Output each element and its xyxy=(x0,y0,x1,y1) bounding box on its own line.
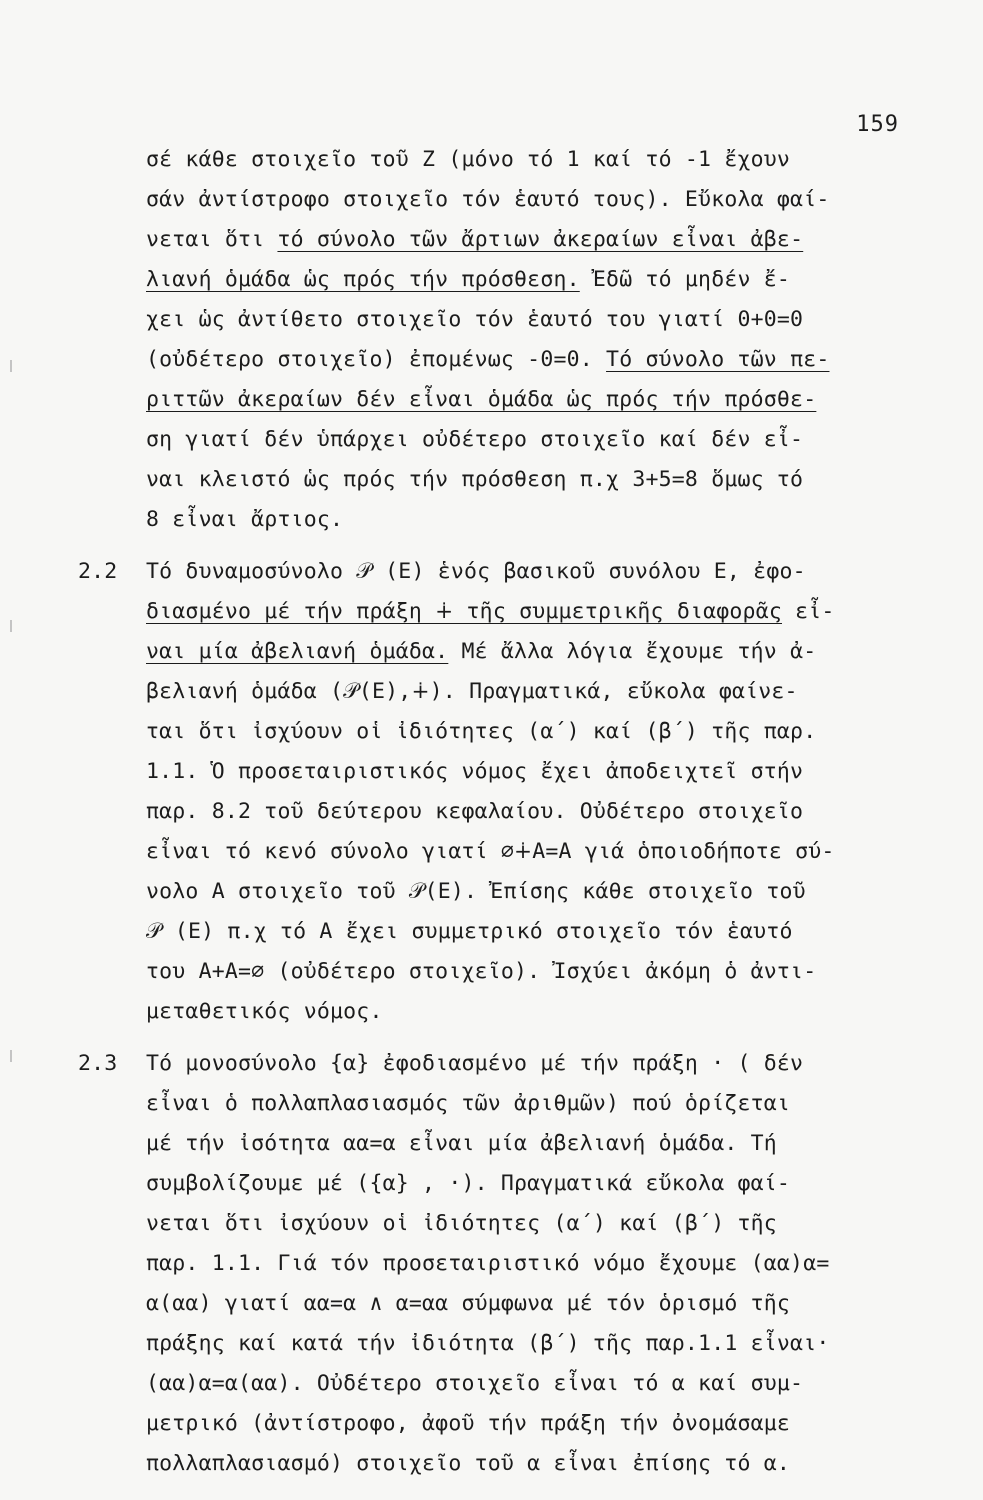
underlined-phrase: ναι μία ἀβελιανή ὁμάδα. xyxy=(146,639,449,664)
text-line: πολλαπλασιασμό) στοιχεῖο τοῦ α εἶναι ἐπίσης τό α. xyxy=(146,1451,791,1476)
text-line: 1.1. Ὁ προσεταιριστικός νόμος ἔχει ἀποδειχτεῖ στήν xyxy=(146,759,804,784)
underlined-phrase: Τό σύνολο τῶν πε- xyxy=(606,347,830,372)
text-line: μετρικό (ἀντίστροφο, ἀφοῦ τήν πράξη τήν ὀνομάσαμε xyxy=(146,1411,791,1436)
text-line: ται ὅτι ἰσχύουν οἱ ἰδιότητες (α΄) καί (β΄) τῆς παρ. xyxy=(146,719,817,744)
text-line: νολο A στοιχεῖο τοῦ 𝒫(E). Ἐπίσης κάθε στοιχεῖο τοῦ xyxy=(146,879,806,904)
section-number: 2.3 xyxy=(78,1051,118,1076)
text-line: του A+A=∅ (οὐδέτερο στοιχεῖο). Ἰσχύει ἀκόμη ὁ ἀντι- xyxy=(146,959,817,984)
text-line: σέ κάθε στοιχεῖο τοῦ Z (μόνο τό 1 καί τό -1 ἔχουν xyxy=(146,147,791,172)
text-line: παρ. 8.2 τοῦ δεύτερου κεφαλαίου. Οὐδέτερο στοιχεῖο xyxy=(146,799,804,824)
text-line: χει ὡς ἀντίθετο στοιχεῖο τόν ἑαυτό του γιατί 0+0=0 xyxy=(146,307,804,332)
text-line: (οὐδέτερο στοιχεῖο) ἐπομένως -0=0. Τό σύνολο τῶν πε- xyxy=(146,347,830,372)
text-line: α(αα) γιατί αα=α ∧ α=αα σύμφωνα μέ τόν ὁρισμό τῆς xyxy=(146,1291,791,1316)
text-line: λιανή ὁμάδα ὡς πρός τήν πρόσθεση. Ἐδῶ τό μηδέν ἔ- xyxy=(146,267,791,292)
text-line: πράξης καί κατά τήν ἰδιότητα (β΄) τῆς παρ.1.1 εἶναι· xyxy=(146,1331,830,1356)
text-line: Τό δυναμοσύνολο 𝒫 (E) ἑνός βασικοῦ συνόλου E, ἐφο- xyxy=(146,559,806,584)
text-line: βελιανή ὁμάδα (𝒫(E),∔). Πραγματικά, εὔκολα φαίνε- xyxy=(146,679,798,704)
underlined-phrase: διασμένο μέ τήν πράξη ∔ τῆς συμμετρικῆς διαφορᾶς xyxy=(146,599,782,624)
text-line: ναι μία ἀβελιανή ὁμάδα. Μέ ἄλλα λόγια ἔχουμε τήν ἀ- xyxy=(146,639,817,664)
margin-mark xyxy=(10,360,12,372)
text-line: 𝒫 (E) π.χ τό A ἔχει συμμετρικό στοιχεῖο τόν ἑαυτό xyxy=(146,919,793,944)
text-line: εἶναι ὁ πολλαπλασιασμός τῶν ἀριθμῶν) πού ὁρίζεται xyxy=(146,1091,791,1116)
text-line: ναι κλειστό ὡς πρός τήν πρόσθεση π.χ 3+5=8 ὅμως τό xyxy=(146,467,804,492)
margin-mark xyxy=(10,1050,12,1062)
page-body xyxy=(78,0,906,1500)
text-line: μεταθετικός νόμος. xyxy=(146,999,383,1024)
page-number: 159 xyxy=(856,112,899,137)
text-line: Τό μονοσύνολο {α} ἐφοδιασμένο μέ τήν πράξη · ( δέν xyxy=(146,1051,804,1076)
text-line: διασμένο μέ τήν πράξη ∔ τῆς συμμετρικῆς διαφορᾶς εἶ- xyxy=(146,599,835,624)
text-line: νεται ὅτι τό σύνολο τῶν ἄρτιων ἀκεραίων εἶναι ἀβε- xyxy=(146,227,804,252)
text-line: νεται ὅτι ἰσχύουν οἱ ἰδιότητες (α΄) καί (β΄) τῆς xyxy=(146,1211,777,1236)
text-line: (αα)α=α(αα). Οὐδέτερο στοιχεῖο εἶναι τό α καί συμ- xyxy=(146,1371,804,1396)
text-line: παρ. 1.1. Γιά τόν προσεταιριστικό νόμο ἔχουμε (αα)α= xyxy=(146,1251,830,1276)
text-line: ριττῶν ἀκεραίων δέν εἶναι ὁμάδα ὡς πρός τήν πρόσθε- xyxy=(146,387,817,412)
underlined-phrase: τό σύνολο τῶν ἄρτιων ἀκεραίων εἶναι ἀβε- xyxy=(277,227,804,252)
underlined-phrase: λιανή ὁμάδα ὡς πρός τήν πρόσθεση. xyxy=(146,267,580,292)
text-line: μέ τήν ἰσότητα αα=α εἶναι μία ἀβελιανή ὁμάδα. Τή xyxy=(146,1131,777,1156)
text-line: εἶναι τό κενό σύνολο γιατί ∅∔A=A γιά ὁποιοδήποτε σύ- xyxy=(146,839,835,864)
margin-mark xyxy=(10,620,12,632)
text-line: 8 εἶναι ἄρτιος. xyxy=(146,507,344,532)
text-line: ση γιατί δέν ὑπάρχει οὐδέτερο στοιχεῖο καί δέν εἶ- xyxy=(146,427,804,452)
text-line: συμβολίζουμε μέ ({α} , ·). Πραγματικά εὔκολα φαί- xyxy=(146,1171,791,1196)
section-number: 2.2 xyxy=(78,559,118,584)
text-line: σάν ἀντίστροφο στοιχεῖο τόν ἑαυτό τους). Εὔκολα φαί- xyxy=(146,187,830,212)
